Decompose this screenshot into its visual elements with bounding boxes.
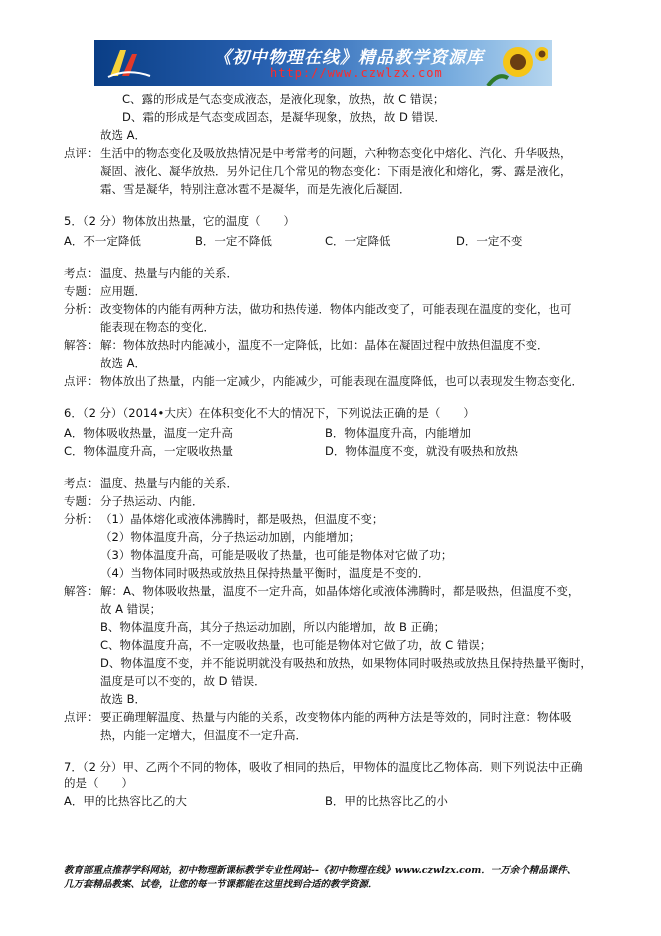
q6-option-a: A．物体吸收热量，温度一定升高 <box>64 426 233 440</box>
q6-fenxi-2: （2）物体温度升高，分子热运动加剧，内能增加； <box>100 530 361 544</box>
q6-fenxi-label: 分析： <box>64 512 99 526</box>
q6-kaodian: 温度、热量与内能的关系． <box>100 476 238 490</box>
q5-kaodian-label: 考点： <box>64 266 99 280</box>
q6-zhuanti-label: 专题： <box>64 494 99 508</box>
q6-fenxi-4: （4）当物体同时吸热或放热且保持热量平衡时，温度是不变的． <box>100 566 430 580</box>
banner-url-link[interactable]: http://www.czwlzx.com <box>270 66 443 80</box>
q6-jieda-4: C、物体温度升高，不一定吸收热量，也可能是物体对它做了功，故 C 错误； <box>100 638 492 652</box>
banner-title: 《初中物理在线》精品教学资源库 <box>214 48 484 68</box>
q7-option-b: B．甲的比热容比乙的小 <box>325 794 448 808</box>
comment-label-4: 点评： <box>64 146 99 160</box>
q5-kaodian: 温度、热量与内能的关系． <box>100 266 238 280</box>
q6-fenxi-1: （1）晶体熔化或液体沸腾时，都是吸热，但温度不变； <box>100 512 384 526</box>
question-7-title: 7．（2 分）甲、乙两个不同的物体，吸收了相同的热后，甲物体的温度比乙物体高．则下列说法中正确 <box>64 760 583 774</box>
question-5-title: 5．（2 分）物体放出热量，它的温度（ ） <box>64 214 296 228</box>
q5-option-b: B．一定不降低 <box>195 234 272 248</box>
solution-line-c: C、露的形成是气态变成液态，是液化现象，放热，故 C 错误； <box>122 92 445 106</box>
q5-option-c: C．一定降低 <box>325 234 391 248</box>
q5-fenxi-2: 能表现在物态的变化． <box>100 320 215 334</box>
q6-jieda-5: D、物体温度不变，并不能说明就没有吸热和放热，如果物体同时吸热或放热且保持热量平衡时， <box>100 656 592 670</box>
q6-fenxi-3: （3）物体温度升高，可能是吸收了热量，也可能是物体对它做了功； <box>100 548 453 562</box>
q5-dianping: 物体放出了热量，内能一定减少，内能减少，可能表现在温度降低，也可以表现发生物态变化． <box>100 374 583 388</box>
question-7-title-cont: 的是（ ） <box>64 776 133 790</box>
q7-option-a: A．甲的比热容比乙的大 <box>64 794 187 808</box>
q5-fenxi-label: 分析： <box>64 302 99 316</box>
q6-option-c: C．物体温度升高，一定吸收热量 <box>64 444 234 458</box>
question-6-title: 6．（2 分）（2014•大庆）在体积变化不大的情况下，下列说法正确的是（ ） <box>64 406 475 420</box>
q5-choose: 故选 A． <box>100 356 147 370</box>
q5-dianping-label: 点评： <box>64 374 99 388</box>
q5-option-a: A．不一定降低 <box>64 234 141 248</box>
choose-answer-4: 故选 A． <box>100 128 147 142</box>
footer-line-2: 几万套精品教案、试卷，让您的每一节课都能在这里找到合适的教学资源． <box>64 879 378 890</box>
q6-dianping-label: 点评： <box>64 710 99 724</box>
comment-line-4-3: 霜、雪是凝华，特别注意冰雹不是凝华，而是先液化后凝固． <box>100 182 411 196</box>
page-footer <box>64 864 604 892</box>
solution-line-d: D、霜的形成是气态变成固态，是凝华现象，放热，故 D 错误． <box>122 110 447 124</box>
q6-jieda-label: 解答： <box>64 584 99 598</box>
q6-jieda-6: 温度是可以不变的，故 D 错误． <box>100 674 266 688</box>
q6-dianping-1: 要正确理解温度、热量与内能的关系，改变物体内能的两种方法是等效的，同时注意：物体吸 <box>100 710 572 724</box>
q6-jieda-2: 故 A 错误； <box>100 602 162 616</box>
sunflower-icon <box>478 42 548 86</box>
q6-kaodian-label: 考点： <box>64 476 99 490</box>
comment-line-4-1: 生活中的物态变化及吸放热情况是中考常考的问题，六种物态变化中熔化、汽化、升华吸热， <box>100 146 572 160</box>
site-banner <box>94 40 552 86</box>
q6-choose: 故选 B． <box>100 692 147 706</box>
q5-option-d: D．一定不变 <box>456 234 523 248</box>
site-logo-icon <box>104 46 152 80</box>
q6-zhuanti: 分子热运动、内能． <box>100 494 204 508</box>
q6-option-b: B．物体温度升高，内能增加 <box>325 426 471 440</box>
q6-option-d: D．物体温度不变，就没有吸热和放热 <box>325 444 518 458</box>
q5-zhuanti: 应用题． <box>100 284 146 298</box>
q5-zhuanti-label: 专题： <box>64 284 99 298</box>
q6-jieda-1: 解：A、物体吸收热量，温度不一定升高，如晶体熔化或液体沸腾时，都是吸热，但温度不变， <box>100 584 580 598</box>
q5-jieda-1: 解：物体放热时内能减小，温度不一定降低，比如：晶体在凝固过程中放热但温度不变． <box>100 338 549 352</box>
q5-jieda-label: 解答： <box>64 338 99 352</box>
footer-line-1: 教育部重点推荐学科网站，初中物理新课标教学专业性网站--《初中物理在线》www.czwlzx.com．一万余个精品课件、 <box>64 865 577 876</box>
comment-line-4-2: 凝固、液化、凝华放热．另外记住几个常见的物态变化：下雨是液化和熔化，雾、露是液化， <box>100 164 572 178</box>
q6-dianping-2: 热，内能一定增大，但温度不一定升高． <box>100 728 307 742</box>
q5-fenxi-1: 改变物体的内能有两种方法，做功和热传递．物体内能改变了，可能表现在温度的变化，也可 <box>100 302 572 316</box>
q6-jieda-3: B、物体温度升高，其分子热运动加剧，所以内能增加，故 B 正确； <box>100 620 446 634</box>
